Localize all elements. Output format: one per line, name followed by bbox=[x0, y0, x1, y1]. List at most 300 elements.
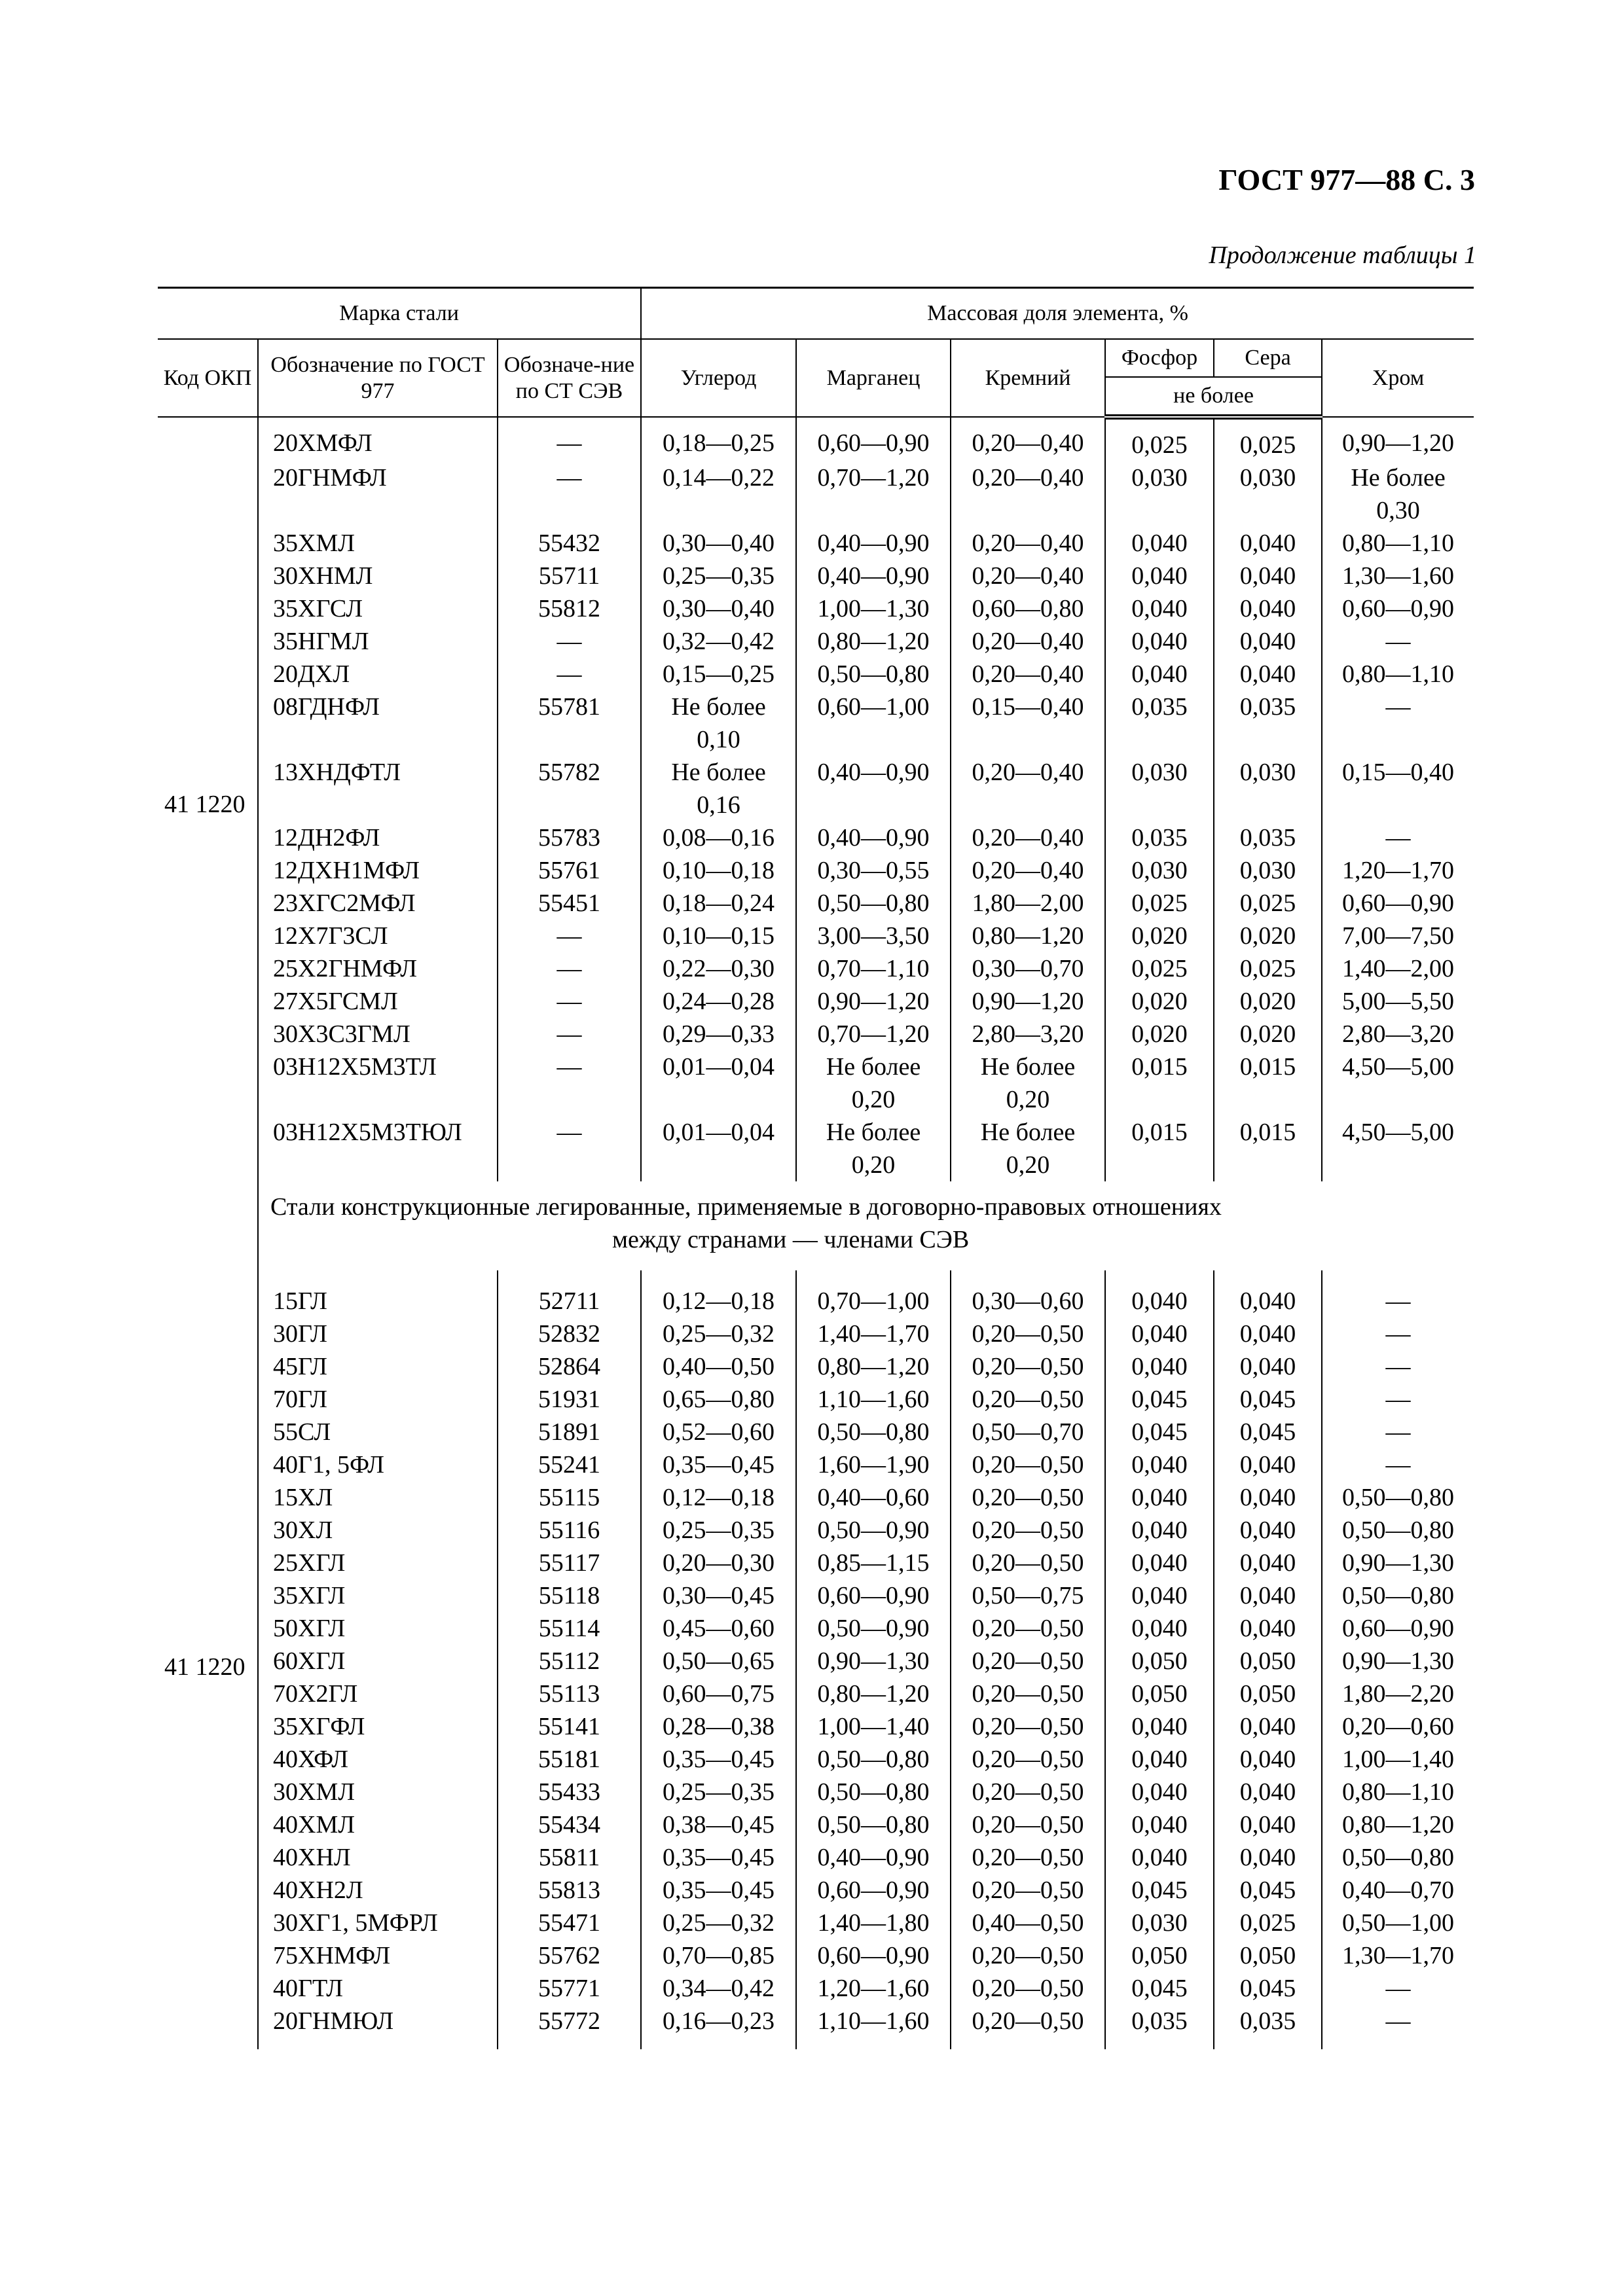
manganese-cell: 0,50—0,80 bbox=[796, 1808, 951, 1841]
manganese-cell: 0,80—1,20 bbox=[796, 625, 951, 658]
silicon-cell: 0,20—0,50 bbox=[951, 2005, 1105, 2049]
sulfur-cell: 0,045 bbox=[1214, 1416, 1322, 1448]
manganese-cell: 1,40—1,80 bbox=[796, 1907, 951, 1939]
sulfur-cell: 0,020 bbox=[1214, 920, 1322, 952]
carbon-cell: 0,29—0,33 bbox=[641, 1018, 796, 1050]
grade-cell: 30ГЛ bbox=[258, 1318, 498, 1350]
manganese-cell: 0,50—0,80 bbox=[796, 887, 951, 920]
carbon-cell: 0,25—0,32 bbox=[641, 1907, 796, 1939]
silicon-cell: 0,20—0,40 bbox=[951, 461, 1105, 527]
grade-cell: 15ГЛ bbox=[258, 1270, 498, 1318]
phosphorus-cell: 0,040 bbox=[1105, 560, 1214, 592]
sulfur-cell: 0,040 bbox=[1214, 1514, 1322, 1547]
st-sev-cell: 51931 bbox=[498, 1383, 641, 1416]
chromium-cell: 1,20—1,70 bbox=[1322, 854, 1474, 887]
table-row bbox=[158, 1116, 1474, 1181]
sulfur-cell: 0,050 bbox=[1214, 1645, 1322, 1677]
grade-cell: 75ХНМФЛ bbox=[258, 1939, 498, 1972]
manganese-cell: 1,40—1,70 bbox=[796, 1318, 951, 1350]
manganese-cell: 1,20—1,60 bbox=[796, 1972, 951, 2005]
sulfur-cell: 0,040 bbox=[1214, 1743, 1322, 1776]
table-caption: Продолжение таблицы 1 bbox=[1209, 242, 1476, 269]
okp-code-cell: 41 1220 bbox=[158, 417, 258, 1181]
silicon-cell: 0,30—0,60 bbox=[951, 1270, 1105, 1318]
table-row bbox=[158, 1514, 1474, 1547]
header-okp-code: Код ОКП bbox=[158, 339, 258, 417]
table-row bbox=[158, 854, 1474, 887]
manganese-cell: 0,85—1,15 bbox=[796, 1547, 951, 1579]
carbon-cell: 0,01—0,04 bbox=[641, 1116, 796, 1181]
chromium-cell: — bbox=[1322, 1318, 1474, 1350]
st-sev-cell: 55762 bbox=[498, 1939, 641, 1972]
table-row bbox=[158, 658, 1474, 691]
chromium-cell: — bbox=[1322, 821, 1474, 854]
sulfur-cell: 0,040 bbox=[1214, 1448, 1322, 1481]
silicon-cell: 0,20—0,40 bbox=[951, 417, 1105, 461]
silicon-cell: 0,20—0,50 bbox=[951, 1547, 1105, 1579]
phosphorus-cell: 0,035 bbox=[1105, 691, 1214, 756]
phosphorus-cell: 0,040 bbox=[1105, 1481, 1214, 1514]
carbon-cell: 0,30—0,40 bbox=[641, 527, 796, 560]
grade-cell: 12Х7Г3СЛ bbox=[258, 920, 498, 952]
phosphorus-cell: 0,040 bbox=[1105, 625, 1214, 658]
table-row bbox=[158, 527, 1474, 560]
table-row bbox=[158, 1448, 1474, 1481]
st-sev-cell: 55118 bbox=[498, 1579, 641, 1612]
silicon-cell: 0,20—0,50 bbox=[951, 1612, 1105, 1645]
carbon-cell: 0,40—0,50 bbox=[641, 1350, 796, 1383]
table-row bbox=[158, 1050, 1474, 1116]
st-sev-cell: 55471 bbox=[498, 1907, 641, 1939]
sulfur-cell: 0,040 bbox=[1214, 1710, 1322, 1743]
grade-cell: 40ХФЛ bbox=[258, 1743, 498, 1776]
phosphorus-cell: 0,030 bbox=[1105, 756, 1214, 821]
steel-composition-table bbox=[158, 287, 1474, 2049]
st-sev-cell: — bbox=[498, 1018, 641, 1050]
st-sev-cell: 55117 bbox=[498, 1547, 641, 1579]
st-sev-cell: 55116 bbox=[498, 1514, 641, 1547]
table-row bbox=[158, 1547, 1474, 1579]
grade-cell: 30ХГ1, 5МФРЛ bbox=[258, 1907, 498, 1939]
carbon-cell: 0,60—0,75 bbox=[641, 1677, 796, 1710]
carbon-cell: Не более 0,16 bbox=[641, 756, 796, 821]
okp-code-cell bbox=[158, 1181, 258, 1270]
sulfur-cell: 0,040 bbox=[1214, 1612, 1322, 1645]
st-sev-cell: — bbox=[498, 461, 641, 527]
header-max-note: не более bbox=[1105, 377, 1322, 417]
table-row bbox=[158, 920, 1474, 952]
st-sev-cell: 51891 bbox=[498, 1416, 641, 1448]
silicon-cell: Не более 0,20 bbox=[951, 1116, 1105, 1181]
st-sev-cell: 52864 bbox=[498, 1350, 641, 1383]
grade-cell: 45ГЛ bbox=[258, 1350, 498, 1383]
grade-cell: 70Х2ГЛ bbox=[258, 1677, 498, 1710]
silicon-cell: 2,80—3,20 bbox=[951, 1018, 1105, 1050]
manganese-cell: 0,40—0,90 bbox=[796, 1841, 951, 1874]
st-sev-cell: — bbox=[498, 625, 641, 658]
table-row bbox=[158, 1874, 1474, 1907]
manganese-cell: 0,40—0,90 bbox=[796, 821, 951, 854]
manganese-cell: 0,50—0,80 bbox=[796, 1776, 951, 1808]
phosphorus-cell: 0,040 bbox=[1105, 1514, 1214, 1547]
table-row bbox=[158, 1841, 1474, 1874]
silicon-cell: 0,80—1,20 bbox=[951, 920, 1105, 952]
manganese-cell: Не более 0,20 bbox=[796, 1116, 951, 1181]
chromium-cell: 0,90—1,30 bbox=[1322, 1547, 1474, 1579]
chromium-cell: 0,50—0,80 bbox=[1322, 1841, 1474, 1874]
sulfur-cell: 0,020 bbox=[1214, 985, 1322, 1018]
phosphorus-cell: 0,045 bbox=[1105, 1972, 1214, 2005]
manganese-cell: 1,10—1,60 bbox=[796, 1383, 951, 1416]
phosphorus-cell: 0,040 bbox=[1105, 1776, 1214, 1808]
manganese-cell: 0,60—1,00 bbox=[796, 691, 951, 756]
carbon-cell: 0,34—0,42 bbox=[641, 1972, 796, 2005]
chromium-cell: 0,60—0,90 bbox=[1322, 887, 1474, 920]
phosphorus-cell: 0,040 bbox=[1105, 1808, 1214, 1841]
silicon-cell: Не более 0,20 bbox=[951, 1050, 1105, 1116]
chromium-cell: — bbox=[1322, 1350, 1474, 1383]
chromium-cell: — bbox=[1322, 1383, 1474, 1416]
manganese-cell: 0,40—0,90 bbox=[796, 756, 951, 821]
chromium-cell: 7,00—7,50 bbox=[1322, 920, 1474, 952]
silicon-cell: 0,20—0,50 bbox=[951, 1383, 1105, 1416]
phosphorus-cell: 0,035 bbox=[1105, 2005, 1214, 2049]
carbon-cell: 0,15—0,25 bbox=[641, 658, 796, 691]
phosphorus-cell: 0,050 bbox=[1105, 1939, 1214, 1972]
carbon-cell: 0,35—0,45 bbox=[641, 1448, 796, 1481]
phosphorus-cell: 0,040 bbox=[1105, 1841, 1214, 1874]
sulfur-cell: 0,025 bbox=[1214, 952, 1322, 985]
table-row bbox=[158, 1939, 1474, 1972]
grade-cell: 40ХН2Л bbox=[258, 1874, 498, 1907]
phosphorus-cell: 0,040 bbox=[1105, 1612, 1214, 1645]
sulfur-cell: 0,025 bbox=[1214, 417, 1322, 461]
sulfur-cell: 0,030 bbox=[1214, 756, 1322, 821]
st-sev-cell: 55113 bbox=[498, 1677, 641, 1710]
silicon-cell: 0,20—0,50 bbox=[951, 1743, 1105, 1776]
phosphorus-cell: 0,045 bbox=[1105, 1383, 1214, 1416]
st-sev-cell: 55771 bbox=[498, 1972, 641, 2005]
sulfur-cell: 0,015 bbox=[1214, 1050, 1322, 1116]
sulfur-cell: 0,040 bbox=[1214, 1776, 1322, 1808]
header-gost-designation: Обозначение по ГОСТ 977 bbox=[258, 339, 498, 417]
carbon-cell: 0,35—0,45 bbox=[641, 1874, 796, 1907]
silicon-cell: 0,90—1,20 bbox=[951, 985, 1105, 1018]
manganese-cell: 0,70—1,20 bbox=[796, 461, 951, 527]
carbon-cell: 0,24—0,28 bbox=[641, 985, 796, 1018]
table-row bbox=[158, 1612, 1474, 1645]
silicon-cell: 0,50—0,70 bbox=[951, 1416, 1105, 1448]
st-sev-cell: 55241 bbox=[498, 1448, 641, 1481]
table-row bbox=[158, 821, 1474, 854]
carbon-cell: 0,70—0,85 bbox=[641, 1939, 796, 1972]
sulfur-cell: 0,045 bbox=[1214, 1383, 1322, 1416]
grade-cell: 15ХЛ bbox=[258, 1481, 498, 1514]
phosphorus-cell: 0,040 bbox=[1105, 1350, 1214, 1383]
st-sev-cell: 55782 bbox=[498, 756, 641, 821]
manganese-cell: 0,60—0,90 bbox=[796, 1579, 951, 1612]
phosphorus-cell: 0,040 bbox=[1105, 1547, 1214, 1579]
table-row bbox=[158, 1907, 1474, 1939]
carbon-cell: 0,20—0,30 bbox=[641, 1547, 796, 1579]
sulfur-cell: 0,040 bbox=[1214, 1841, 1322, 1874]
silicon-cell: 0,20—0,50 bbox=[951, 1448, 1105, 1481]
st-sev-cell: 55711 bbox=[498, 560, 641, 592]
phosphorus-cell: 0,050 bbox=[1105, 1677, 1214, 1710]
manganese-cell: 0,50—0,90 bbox=[796, 1514, 951, 1547]
sulfur-cell: 0,035 bbox=[1214, 821, 1322, 854]
grade-cell: 60ХГЛ bbox=[258, 1645, 498, 1677]
table-row bbox=[158, 1318, 1474, 1350]
carbon-cell: 0,25—0,35 bbox=[641, 560, 796, 592]
manganese-cell: 0,40—0,90 bbox=[796, 560, 951, 592]
header-st-sev-designation: Обозначе-ние по СТ СЭВ bbox=[498, 339, 641, 417]
table-row bbox=[158, 1743, 1474, 1776]
grade-cell: 20ДХЛ bbox=[258, 658, 498, 691]
grade-cell: 55СЛ bbox=[258, 1416, 498, 1448]
phosphorus-cell: 0,040 bbox=[1105, 592, 1214, 625]
table-row bbox=[158, 417, 1474, 461]
header-silicon: Кремний bbox=[951, 339, 1105, 417]
table-row bbox=[158, 592, 1474, 625]
carbon-cell: 0,10—0,15 bbox=[641, 920, 796, 952]
st-sev-cell: 55432 bbox=[498, 527, 641, 560]
chromium-cell: 0,80—1,10 bbox=[1322, 527, 1474, 560]
phosphorus-cell: 0,035 bbox=[1105, 821, 1214, 854]
manganese-cell: 1,10—1,60 bbox=[796, 2005, 951, 2049]
phosphorus-cell: 0,040 bbox=[1105, 1710, 1214, 1743]
carbon-cell: 0,25—0,35 bbox=[641, 1514, 796, 1547]
grade-cell: 40Г1, 5ФЛ bbox=[258, 1448, 498, 1481]
grade-cell: 20ХМФЛ bbox=[258, 417, 498, 461]
silicon-cell: 0,20—0,50 bbox=[951, 1972, 1105, 2005]
silicon-cell: 0,20—0,40 bbox=[951, 854, 1105, 887]
st-sev-cell: 55115 bbox=[498, 1481, 641, 1514]
manganese-cell: 0,80—1,20 bbox=[796, 1350, 951, 1383]
grade-cell: 30ХЛ bbox=[258, 1514, 498, 1547]
chromium-cell: 0,50—0,80 bbox=[1322, 1481, 1474, 1514]
st-sev-cell: 55813 bbox=[498, 1874, 641, 1907]
sulfur-cell: 0,040 bbox=[1214, 1318, 1322, 1350]
st-sev-cell: 55783 bbox=[498, 821, 641, 854]
manganese-cell: 0,90—1,20 bbox=[796, 985, 951, 1018]
table-header bbox=[158, 288, 1474, 418]
chromium-cell: 0,80—1,10 bbox=[1322, 1776, 1474, 1808]
phosphorus-cell: 0,025 bbox=[1105, 887, 1214, 920]
chromium-cell: — bbox=[1322, 1972, 1474, 2005]
chromium-cell: 0,90—1,30 bbox=[1322, 1645, 1474, 1677]
st-sev-cell: 55141 bbox=[498, 1710, 641, 1743]
sulfur-cell: 0,040 bbox=[1214, 1481, 1322, 1514]
sulfur-cell: 0,040 bbox=[1214, 1350, 1322, 1383]
phosphorus-cell: 0,040 bbox=[1105, 1448, 1214, 1481]
chromium-cell: 0,15—0,40 bbox=[1322, 756, 1474, 821]
grade-cell: 40ГТЛ bbox=[258, 1972, 498, 2005]
manganese-cell: 0,70—1,00 bbox=[796, 1270, 951, 1318]
manganese-cell: 0,70—1,20 bbox=[796, 1018, 951, 1050]
table-row bbox=[158, 1018, 1474, 1050]
phosphorus-cell: 0,030 bbox=[1105, 854, 1214, 887]
manganese-cell: 0,30—0,55 bbox=[796, 854, 951, 887]
composition-table-container bbox=[158, 287, 1474, 2049]
carbon-cell: 0,12—0,18 bbox=[641, 1481, 796, 1514]
phosphorus-cell: 0,045 bbox=[1105, 1416, 1214, 1448]
grade-cell: 27Х5ГСМЛ bbox=[258, 985, 498, 1018]
chromium-cell: 0,60—0,90 bbox=[1322, 1612, 1474, 1645]
chromium-cell: 5,00—5,50 bbox=[1322, 985, 1474, 1018]
grade-cell: 40ХНЛ bbox=[258, 1841, 498, 1874]
chromium-cell: 4,50—5,00 bbox=[1322, 1116, 1474, 1181]
manganese-cell: 0,90—1,30 bbox=[796, 1645, 951, 1677]
table-row bbox=[158, 1481, 1474, 1514]
silicon-cell: 0,20—0,50 bbox=[951, 1318, 1105, 1350]
manganese-cell: 0,60—0,90 bbox=[796, 1874, 951, 1907]
silicon-cell: 0,20—0,50 bbox=[951, 1710, 1105, 1743]
chromium-cell: 0,60—0,90 bbox=[1322, 592, 1474, 625]
table-row bbox=[158, 691, 1474, 756]
phosphorus-cell: 0,040 bbox=[1105, 1579, 1214, 1612]
phosphorus-cell: 0,015 bbox=[1105, 1050, 1214, 1116]
phosphorus-cell: 0,020 bbox=[1105, 985, 1214, 1018]
sulfur-cell: 0,040 bbox=[1214, 1808, 1322, 1841]
table-row bbox=[158, 887, 1474, 920]
grade-cell: 03Н12Х5М3ТЛ bbox=[258, 1050, 498, 1116]
manganese-cell: 1,00—1,30 bbox=[796, 592, 951, 625]
silicon-cell: 0,20—0,40 bbox=[951, 527, 1105, 560]
table-row bbox=[158, 1972, 1474, 2005]
header-manganese: Марганец bbox=[796, 339, 951, 417]
grade-cell: 25ХГЛ bbox=[258, 1547, 498, 1579]
silicon-cell: 0,40—0,50 bbox=[951, 1907, 1105, 1939]
page-header: ГОСТ 977—88 С. 3 bbox=[1218, 163, 1475, 196]
st-sev-cell: — bbox=[498, 920, 641, 952]
sulfur-cell: 0,035 bbox=[1214, 691, 1322, 756]
grade-cell: 25Х2ГНМФЛ bbox=[258, 952, 498, 985]
manganese-cell: 0,50—0,80 bbox=[796, 1416, 951, 1448]
silicon-cell: 0,20—0,50 bbox=[951, 1841, 1105, 1874]
manganese-cell: 1,60—1,90 bbox=[796, 1448, 951, 1481]
carbon-cell: 0,18—0,24 bbox=[641, 887, 796, 920]
phosphorus-cell: 0,030 bbox=[1105, 1907, 1214, 1939]
grade-cell: 35НГМЛ bbox=[258, 625, 498, 658]
table-row bbox=[158, 952, 1474, 985]
chromium-cell: 1,00—1,40 bbox=[1322, 1743, 1474, 1776]
silicon-cell: 0,20—0,40 bbox=[951, 658, 1105, 691]
grade-cell: 12ДХН1МФЛ bbox=[258, 854, 498, 887]
st-sev-cell: 55812 bbox=[498, 592, 641, 625]
sulfur-cell: 0,015 bbox=[1214, 1116, 1322, 1181]
manganese-cell: 0,60—0,90 bbox=[796, 417, 951, 461]
sulfur-cell: 0,050 bbox=[1214, 1939, 1322, 1972]
grade-cell: 08ГДНФЛ bbox=[258, 691, 498, 756]
manganese-cell: 3,00—3,50 bbox=[796, 920, 951, 952]
table-row bbox=[158, 1645, 1474, 1677]
header-sulfur: Сера bbox=[1214, 339, 1322, 377]
manganese-cell: 1,00—1,40 bbox=[796, 1710, 951, 1743]
carbon-cell: 0,25—0,35 bbox=[641, 1776, 796, 1808]
chromium-cell: — bbox=[1322, 1448, 1474, 1481]
sulfur-cell: 0,040 bbox=[1214, 625, 1322, 658]
st-sev-cell: 55181 bbox=[498, 1743, 641, 1776]
sulfur-cell: 0,040 bbox=[1214, 592, 1322, 625]
silicon-cell: 0,60—0,80 bbox=[951, 592, 1105, 625]
sulfur-cell: 0,040 bbox=[1214, 1270, 1322, 1318]
header-phosphorus: Фосфор bbox=[1105, 339, 1214, 377]
chromium-cell: Не более 0,30 bbox=[1322, 461, 1474, 527]
table-row bbox=[158, 1383, 1474, 1416]
grade-cell: 13ХНДФТЛ bbox=[258, 756, 498, 821]
table-row bbox=[158, 560, 1474, 592]
grade-cell: 50ХГЛ bbox=[258, 1612, 498, 1645]
manganese-cell: 0,80—1,20 bbox=[796, 1677, 951, 1710]
sulfur-cell: 0,020 bbox=[1214, 1018, 1322, 1050]
table-row bbox=[158, 461, 1474, 527]
grade-cell: 23ХГС2МФЛ bbox=[258, 887, 498, 920]
carbon-cell: 0,18—0,25 bbox=[641, 417, 796, 461]
phosphorus-cell: 0,015 bbox=[1105, 1116, 1214, 1181]
sulfur-cell: 0,045 bbox=[1214, 1874, 1322, 1907]
silicon-cell: 0,30—0,70 bbox=[951, 952, 1105, 985]
table-row bbox=[158, 1710, 1474, 1743]
sulfur-cell: 0,030 bbox=[1214, 854, 1322, 887]
manganese-cell: 0,60—0,90 bbox=[796, 1939, 951, 1972]
manganese-cell: 0,50—0,80 bbox=[796, 658, 951, 691]
chromium-cell: 0,40—0,70 bbox=[1322, 1874, 1474, 1907]
manganese-cell: 0,40—0,60 bbox=[796, 1481, 951, 1514]
carbon-cell: Не более 0,10 bbox=[641, 691, 796, 756]
table-row bbox=[158, 1677, 1474, 1710]
table-row bbox=[158, 1270, 1474, 1318]
grade-cell: 35ХМЛ bbox=[258, 527, 498, 560]
carbon-cell: 0,35—0,45 bbox=[641, 1841, 796, 1874]
carbon-cell: 0,50—0,65 bbox=[641, 1645, 796, 1677]
silicon-cell: 0,20—0,50 bbox=[951, 1939, 1105, 1972]
chromium-cell: 1,30—1,70 bbox=[1322, 1939, 1474, 1972]
carbon-cell: 0,01—0,04 bbox=[641, 1050, 796, 1116]
header-steel-grade-group: Марка стали bbox=[158, 288, 641, 340]
chromium-cell: 2,80—3,20 bbox=[1322, 1018, 1474, 1050]
st-sev-cell: — bbox=[498, 985, 641, 1018]
table-row bbox=[158, 1579, 1474, 1612]
sulfur-cell: 0,035 bbox=[1214, 2005, 1322, 2049]
chromium-cell: 1,80—2,20 bbox=[1322, 1677, 1474, 1710]
sulfur-cell: 0,025 bbox=[1214, 887, 1322, 920]
grade-cell: 35ХГЛ bbox=[258, 1579, 498, 1612]
header-carbon: Углерод bbox=[641, 339, 796, 417]
grade-cell: 30ХНМЛ bbox=[258, 560, 498, 592]
carbon-cell: 0,25—0,32 bbox=[641, 1318, 796, 1350]
carbon-cell: 0,52—0,60 bbox=[641, 1416, 796, 1448]
phosphorus-cell: 0,020 bbox=[1105, 920, 1214, 952]
chromium-cell: — bbox=[1322, 625, 1474, 658]
table-body bbox=[158, 417, 1474, 2049]
phosphorus-cell: 0,040 bbox=[1105, 658, 1214, 691]
table-row bbox=[158, 985, 1474, 1018]
chromium-cell: 4,50—5,00 bbox=[1322, 1050, 1474, 1116]
st-sev-cell: 52711 bbox=[498, 1270, 641, 1318]
grade-cell: 30Х3С3ГМЛ bbox=[258, 1018, 498, 1050]
grade-cell: 40ХМЛ bbox=[258, 1808, 498, 1841]
carbon-cell: 0,12—0,18 bbox=[641, 1270, 796, 1318]
silicon-cell: 0,20—0,50 bbox=[951, 1514, 1105, 1547]
chromium-cell: 0,80—1,10 bbox=[1322, 658, 1474, 691]
silicon-cell: 0,20—0,50 bbox=[951, 1776, 1105, 1808]
section-title-line: Стали конструкционные легированные, применяемые в договорно-правовых отношениях bbox=[270, 1193, 1222, 1221]
chromium-cell: 0,50—0,80 bbox=[1322, 1514, 1474, 1547]
silicon-cell: 0,20—0,50 bbox=[951, 1808, 1105, 1841]
sulfur-cell: 0,040 bbox=[1214, 527, 1322, 560]
carbon-cell: 0,30—0,40 bbox=[641, 592, 796, 625]
